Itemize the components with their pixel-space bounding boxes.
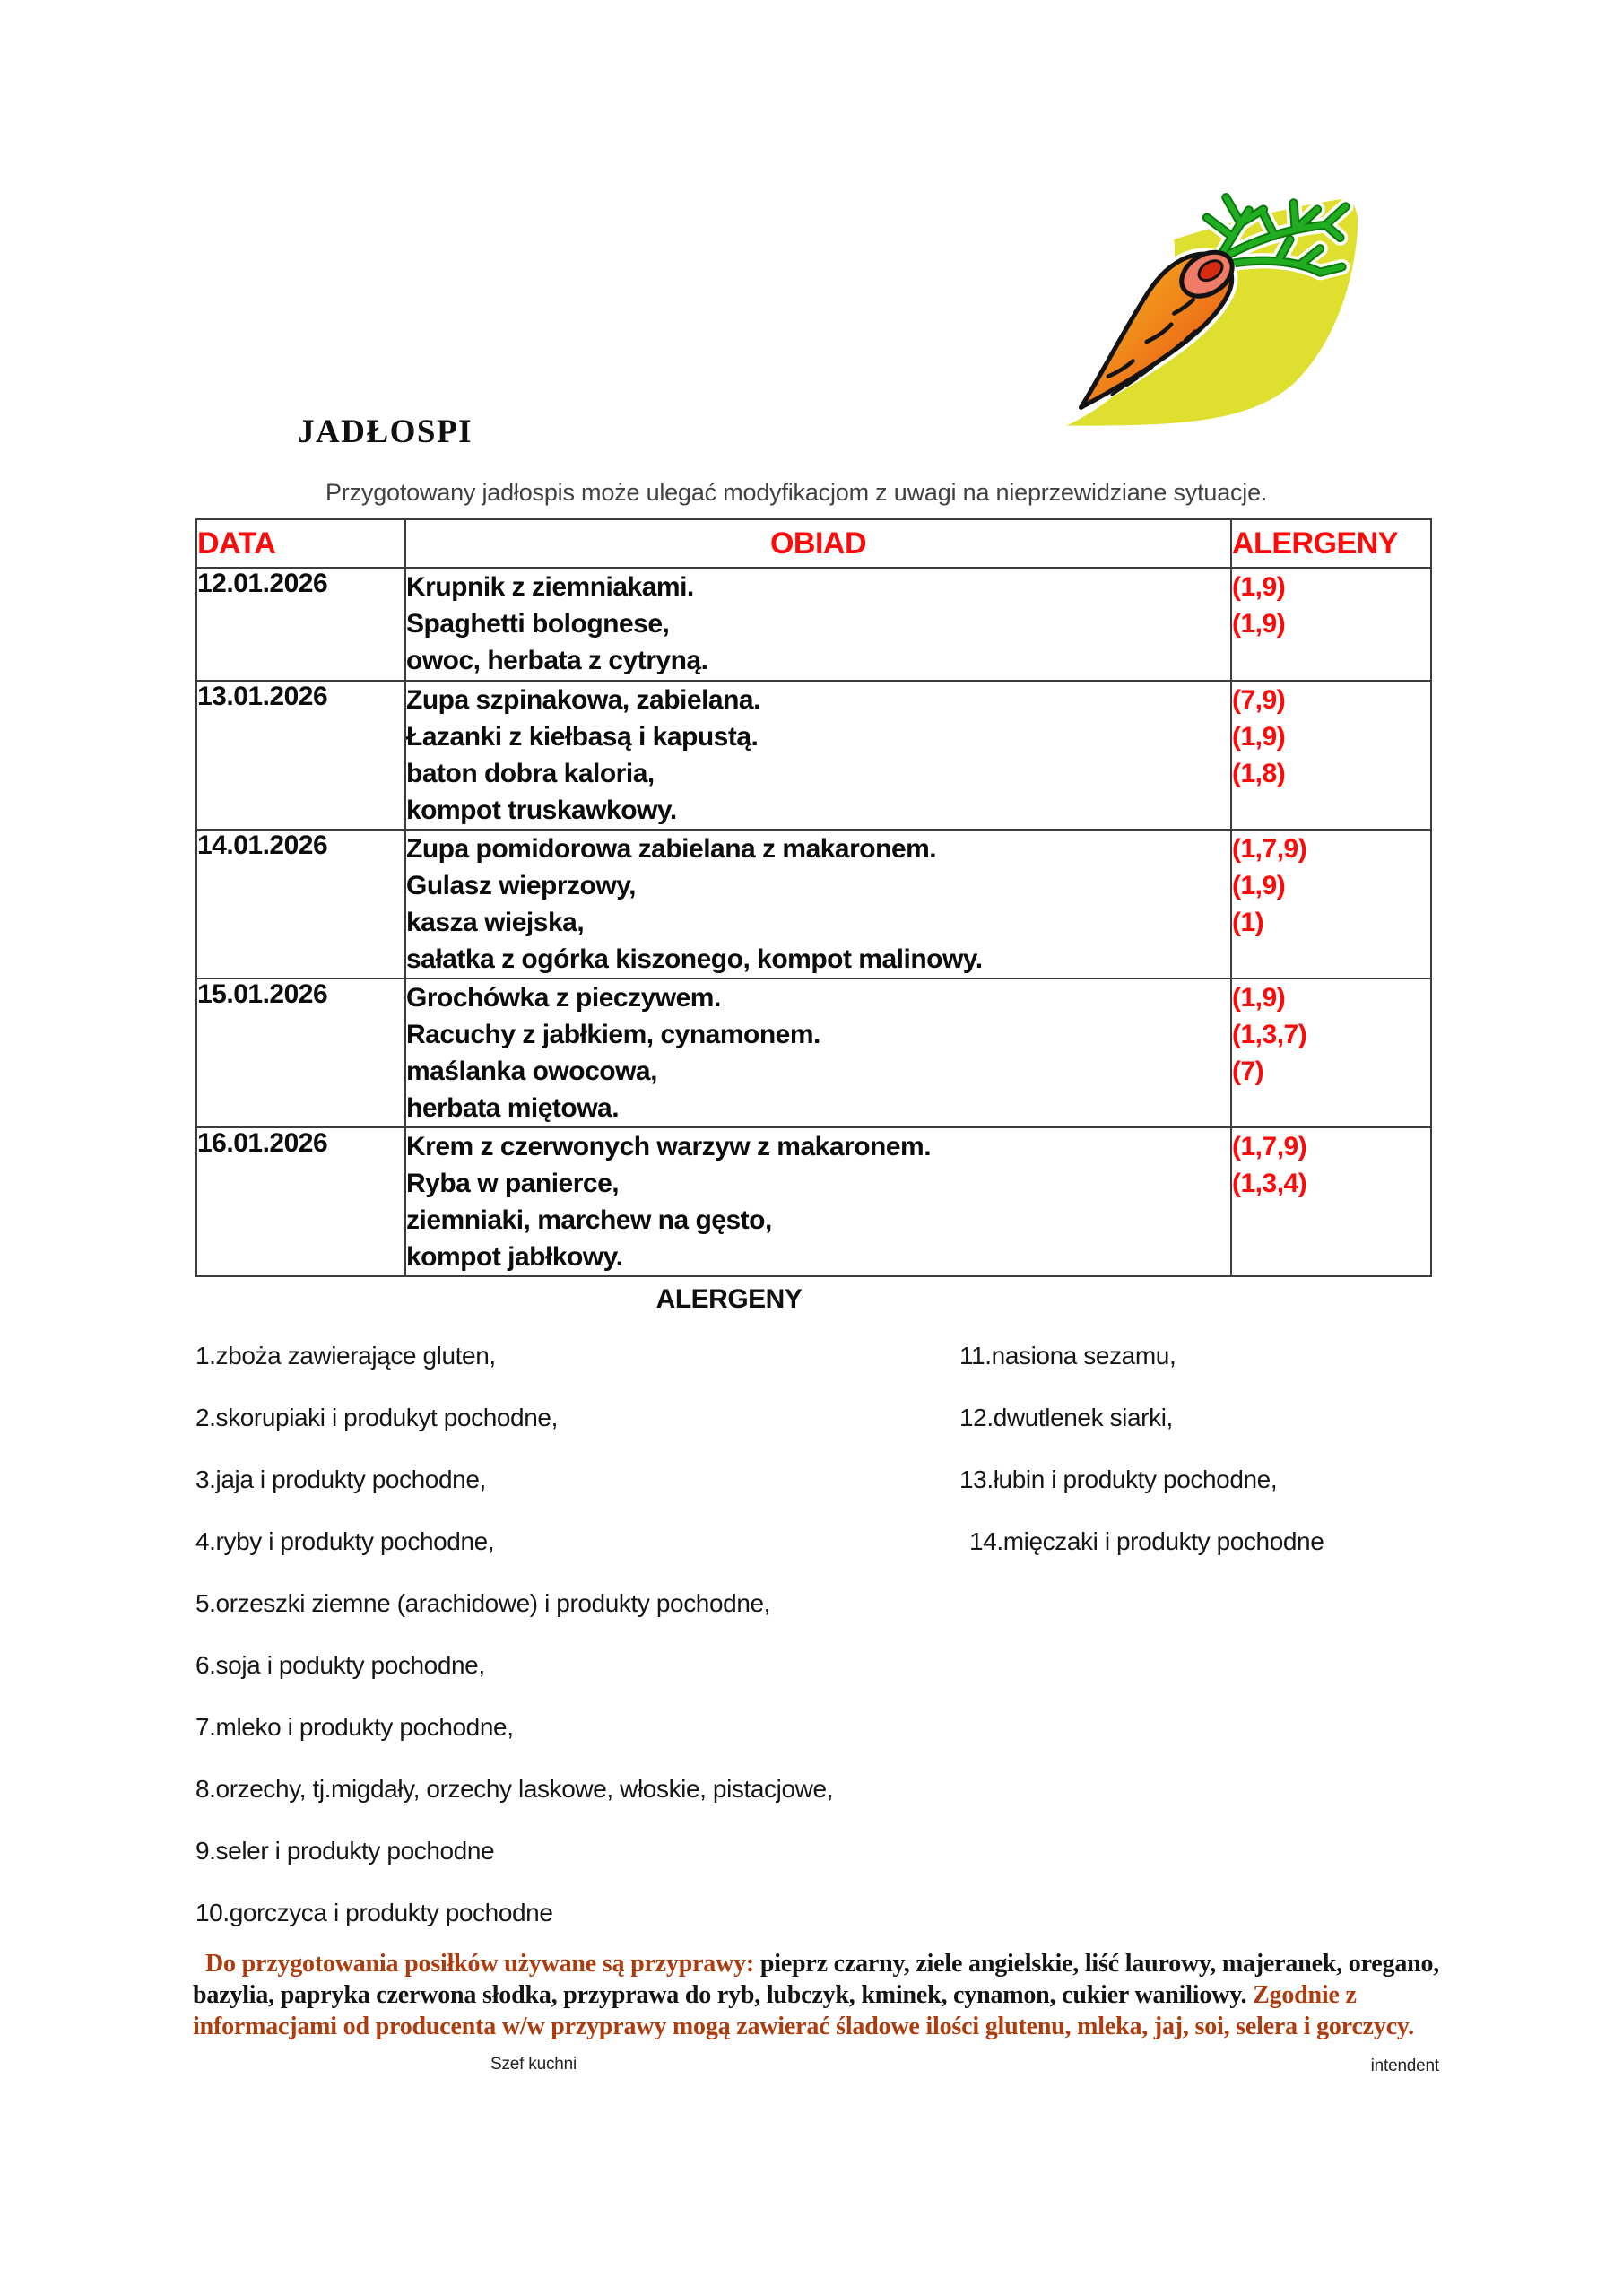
meal-line: Krupnik z ziemniakami. xyxy=(406,572,694,602)
allergen-list-item: 14.mięczaki i produkty pochodne xyxy=(969,1527,1324,1555)
allergen-codes-cell xyxy=(1231,830,1431,978)
meal-line: Spaghetti bolognese, xyxy=(406,609,670,639)
table-row xyxy=(196,830,1431,978)
meal-line: kasza wiejska, xyxy=(406,908,585,937)
allergen-list-item: 11.nasiona sezamu, xyxy=(959,1342,1176,1370)
allergen-code: (1) xyxy=(1232,908,1264,937)
allergen-code: (1,9) xyxy=(1232,983,1286,1013)
allergen-codes-cell xyxy=(1231,568,1431,681)
allergen-list-item: 10.gorczyca i produkty pochodne xyxy=(195,1899,553,1926)
allergen-code: (1,9) xyxy=(1232,609,1286,639)
meal-line: Ryba w panierce, xyxy=(406,1169,620,1198)
allergen-list-item: 2.skorupiaki i produkyt pochodne, xyxy=(195,1404,558,1431)
chef-signature-label: Szef kuchni xyxy=(490,2055,577,2074)
meal-line: Gulasz wieprzowy, xyxy=(406,871,637,900)
meal-line: sałatka z ogórka kiszonego, kompot malinowy. xyxy=(406,944,983,974)
meals-cell xyxy=(405,830,1231,978)
meals-cell xyxy=(405,978,1231,1127)
meal-line: Zupa pomidorowa zabielana z makaronem. xyxy=(406,834,937,864)
column-header-obiad: OBIAD xyxy=(405,519,1231,568)
allergen-list-item: 12.dwutlenek siarki, xyxy=(959,1404,1173,1431)
page-subtitle: Przygotowany jadłospis może ulegać modyfikacjom z uwagi na nieprzewidziane sytuacje. xyxy=(325,479,1268,506)
carrot-image xyxy=(1018,187,1403,442)
allergen-code: (1,7,9) xyxy=(1232,834,1307,864)
allergen-list-item: 9.seler i produkty pochodne xyxy=(195,1837,495,1865)
spices-list-text: pieprz czarny, ziele angielskie, liść laurowy, majeranek, oregano, bazylia, papryka czerwona słodka, przyprawa do ryb, lubczyk, kminek, cynamon, cukier waniliowy. xyxy=(193,1950,1440,2009)
menu-table-header-row xyxy=(196,519,1431,568)
allergen-code: (1,9) xyxy=(1232,722,1286,752)
intendent-signature-label: intendent xyxy=(1370,2057,1439,2075)
date-cell: 16.01.2026 xyxy=(196,1127,405,1276)
allergen-code: (1,7,9) xyxy=(1232,1132,1307,1161)
allergen-list-item: 8.orzechy, tj.migdały, orzechy laskowe, włoskie, pistacjowe, xyxy=(195,1775,834,1803)
spices-footer-note xyxy=(193,1948,1446,2075)
date-cell: 15.01.2026 xyxy=(196,978,405,1127)
meal-line: Łazanki z kiełbasą i kapustą. xyxy=(406,722,759,752)
allergen-code: (7,9) xyxy=(1232,685,1286,715)
date-cell: 12.01.2026 xyxy=(196,568,405,681)
meal-line: Grochówka z pieczywem. xyxy=(406,983,721,1013)
allergen-list-item: 6.soja i podukty pochodne, xyxy=(195,1651,485,1679)
table-row xyxy=(196,568,1431,681)
meal-line: herbata miętowa. xyxy=(406,1093,620,1123)
meal-line: Krem z czerwonych warzyw z makaronem. xyxy=(406,1132,932,1161)
date-cell: 13.01.2026 xyxy=(196,681,405,830)
page-title: JADŁOSPI xyxy=(298,413,473,450)
allergen-code: (1,9) xyxy=(1232,572,1286,602)
menu-table xyxy=(195,518,1432,1277)
meal-line: owoc, herbata z cytryną. xyxy=(406,646,708,675)
table-row xyxy=(196,681,1431,830)
meals-cell xyxy=(405,681,1231,830)
meal-line: Racuchy z jabłkiem, cynamonem. xyxy=(406,1020,820,1049)
allergen-list-item: 13.łubin i produkty pochodne, xyxy=(959,1465,1278,1493)
allergen-code: (1,3,7) xyxy=(1232,1020,1307,1049)
allergen-code: (1,3,4) xyxy=(1232,1169,1307,1198)
date-cell: 14.01.2026 xyxy=(196,830,405,978)
meal-line: ziemniaki, marchew na gęsto, xyxy=(406,1205,772,1235)
table-row xyxy=(196,1127,1431,1276)
meal-line: maślanka owocowa, xyxy=(406,1057,657,1086)
allergen-code: (1,9) xyxy=(1232,871,1286,900)
allergen-codes-cell xyxy=(1231,681,1431,830)
allergen-codes-cell xyxy=(1231,1127,1431,1276)
column-header-data: DATA xyxy=(196,519,405,568)
allergen-codes-cell xyxy=(1231,978,1431,1127)
column-header-alergeny: ALERGENY xyxy=(1231,519,1431,568)
meal-line: kompot jabłkowy. xyxy=(406,1242,623,1272)
allergens-section-heading: ALERGENY xyxy=(655,1284,803,1314)
allergen-list-item: 5.orzeszki ziemne (arachidowe) i produkty pochodne, xyxy=(195,1589,771,1617)
meals-cell xyxy=(405,1127,1231,1276)
spices-intro-accent: Do przygotowania posiłków używane są przyprawy: xyxy=(205,1950,755,1978)
allergen-list-item: 1.zboża zawierające gluten, xyxy=(195,1342,496,1370)
meal-line: baton dobra kaloria, xyxy=(406,759,655,788)
meal-line: kompot truskawkowy. xyxy=(406,796,677,825)
trace-allergens-warning: Zgodnie z informacjami od producenta w/w przyprawy mogą zawierać śladowe ilości glutenu, mleka, jaj, soi, selera i gorczycy. xyxy=(193,1981,1414,2040)
allergen-list-item: 7.mleko i produkty pochodne, xyxy=(195,1713,514,1741)
allergen-code: (1,8) xyxy=(1232,759,1286,788)
allergen-list-item: 3.jaja i produkty pochodne, xyxy=(195,1465,486,1493)
meal-line: Zupa szpinakowa, zabielana. xyxy=(406,685,760,715)
allergen-code: (7) xyxy=(1232,1057,1264,1086)
meals-cell xyxy=(405,568,1231,681)
table-row xyxy=(196,978,1431,1127)
allergen-list-item: 4.ryby i produkty pochodne, xyxy=(195,1527,495,1555)
